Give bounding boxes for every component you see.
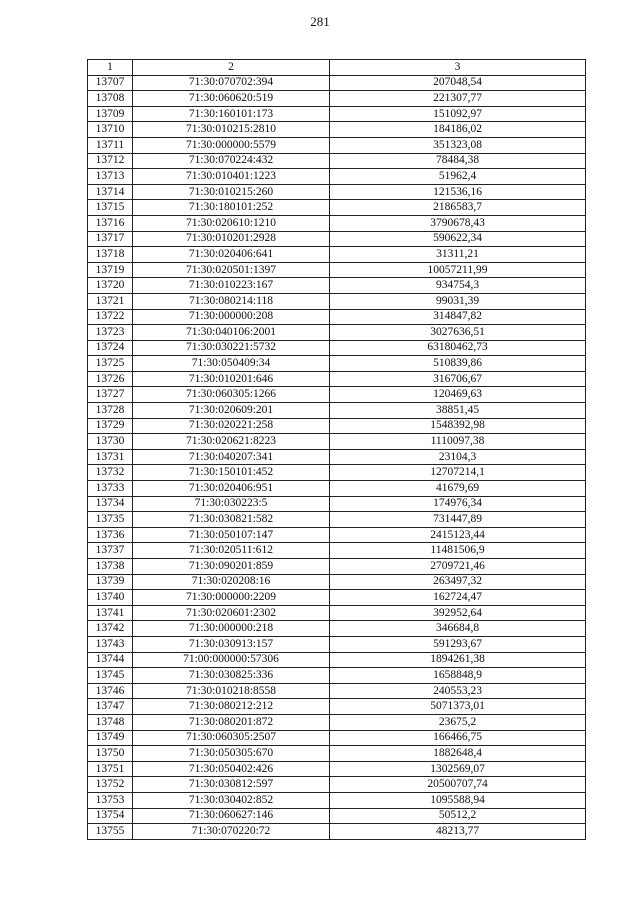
row-number-cell: 13716 [88, 215, 133, 231]
table-row [88, 636, 586, 652]
row-number-cell: 13708 [88, 91, 133, 107]
table-row [88, 668, 586, 684]
row-number-cell: 13755 [88, 824, 133, 840]
cadastral-number-cell: 71:30:020610:1210 [133, 215, 330, 231]
cadastral-number-cell: 71:30:000000:208 [133, 309, 330, 325]
table-row [88, 91, 586, 107]
table-row [88, 699, 586, 715]
row-number-cell: 13747 [88, 699, 133, 715]
value-cell: 120469,63 [330, 387, 586, 403]
row-number-cell: 13736 [88, 527, 133, 543]
row-number-cell: 13733 [88, 481, 133, 497]
table-row [88, 590, 586, 606]
value-cell: 5071373,01 [330, 699, 586, 715]
value-cell: 1302569,07 [330, 761, 586, 777]
value-cell: 1095588,94 [330, 792, 586, 808]
row-number-cell: 13754 [88, 808, 133, 824]
cadastral-number-cell: 71:30:020501:1397 [133, 262, 330, 278]
value-cell: 184186,02 [330, 122, 586, 138]
table-row [88, 605, 586, 621]
row-number-cell: 13751 [88, 761, 133, 777]
value-cell: 121536,16 [330, 184, 586, 200]
value-cell: 1110097,38 [330, 434, 586, 450]
cadastral-number-cell: 71:30:000000:218 [133, 621, 330, 637]
cadastral-number-cell: 71:30:080201:872 [133, 714, 330, 730]
cadastral-number-cell: 71:30:010201:646 [133, 371, 330, 387]
cadastral-number-cell: 71:30:030913:157 [133, 636, 330, 652]
row-number-cell: 13741 [88, 605, 133, 621]
value-cell: 41679,69 [330, 481, 586, 497]
row-number-cell: 13713 [88, 169, 133, 185]
value-cell: 221307,77 [330, 91, 586, 107]
cadastral-number-cell: 71:30:040207:341 [133, 449, 330, 465]
value-cell: 38851,45 [330, 403, 586, 419]
table-row [88, 527, 586, 543]
table-row [88, 559, 586, 575]
table-row [88, 792, 586, 808]
row-number-cell: 13748 [88, 714, 133, 730]
value-cell: 934754,3 [330, 278, 586, 294]
table-row [88, 184, 586, 200]
cadastral-number-cell: 71:30:090201:859 [133, 559, 330, 575]
cadastral-number-cell: 71:30:080212:212 [133, 699, 330, 715]
row-number-cell: 13728 [88, 403, 133, 419]
cadastral-number-cell: 71:30:030223:5 [133, 496, 330, 512]
row-number-cell: 13753 [88, 792, 133, 808]
cadastral-number-cell: 71:30:070224:432 [133, 153, 330, 169]
table-row [88, 325, 586, 341]
value-cell: 314847,82 [330, 309, 586, 325]
table-row [88, 449, 586, 465]
cadastral-number-cell: 71:30:040106:2001 [133, 325, 330, 341]
row-number-cell: 13742 [88, 621, 133, 637]
table-row [88, 465, 586, 481]
cadastral-number-cell: 71:30:010223:167 [133, 278, 330, 294]
value-cell: 3790678,43 [330, 215, 586, 231]
row-number-cell: 13721 [88, 293, 133, 309]
value-cell: 99031,39 [330, 293, 586, 309]
cadastral-number-cell: 71:30:050402:426 [133, 761, 330, 777]
cadastral-number-cell: 71:30:020609:201 [133, 403, 330, 419]
table-row [88, 293, 586, 309]
table-row [88, 652, 586, 668]
cadastral-number-cell: 71:30:070702:394 [133, 75, 330, 91]
row-number-cell: 13715 [88, 200, 133, 216]
table-row [88, 543, 586, 559]
value-cell: 23675,2 [330, 714, 586, 730]
cadastral-number-cell: 71:30:020621:8223 [133, 434, 330, 450]
value-cell: 166466,75 [330, 730, 586, 746]
value-cell: 1548392,98 [330, 418, 586, 434]
cadastral-number-cell: 71:30:020221:258 [133, 418, 330, 434]
row-number-cell: 13750 [88, 746, 133, 762]
cadastral-number-cell: 71:30:020406:951 [133, 481, 330, 497]
table-row [88, 746, 586, 762]
row-number-cell: 13720 [88, 278, 133, 294]
table-row [88, 153, 586, 169]
cadastral-number-cell: 71:30:030221:5732 [133, 340, 330, 356]
cadastral-number-cell: 71:30:010201:2928 [133, 231, 330, 247]
value-cell: 1894261,38 [330, 652, 586, 668]
table-row [88, 824, 586, 840]
row-number-cell: 13723 [88, 325, 133, 341]
table-row [88, 574, 586, 590]
cadastral-number-cell: 71:30:010215:260 [133, 184, 330, 200]
row-number-cell: 13724 [88, 340, 133, 356]
value-cell: 78484,38 [330, 153, 586, 169]
cadastral-number-cell: 71:30:030402:852 [133, 792, 330, 808]
row-number-cell: 13737 [88, 543, 133, 559]
value-cell: 1658848,9 [330, 668, 586, 684]
row-number-cell: 13752 [88, 777, 133, 793]
table-row [88, 356, 586, 372]
value-cell: 2186583,7 [330, 200, 586, 216]
column-header-1: 1 [88, 60, 133, 76]
cadastral-number-cell: 71:30:050107:147 [133, 527, 330, 543]
value-cell: 11481506,9 [330, 543, 586, 559]
cadastral-number-cell: 71:30:060620:519 [133, 91, 330, 107]
table-row [88, 621, 586, 637]
table-row [88, 75, 586, 91]
value-cell: 51962,4 [330, 169, 586, 185]
table-row [88, 808, 586, 824]
row-number-cell: 13731 [88, 449, 133, 465]
row-number-cell: 13726 [88, 371, 133, 387]
cadastral-number-cell: 71:30:150101:452 [133, 465, 330, 481]
table-row [88, 714, 586, 730]
cadastral-number-cell: 71:30:080214:118 [133, 293, 330, 309]
table-row [88, 262, 586, 278]
row-number-cell: 13714 [88, 184, 133, 200]
table-row [88, 278, 586, 294]
cadastral-number-cell: 71:30:060627:146 [133, 808, 330, 824]
cadastral-number-cell: 71:30:020601:2302 [133, 605, 330, 621]
value-cell: 351323,08 [330, 137, 586, 153]
value-cell: 48213,77 [330, 824, 586, 840]
row-number-cell: 13746 [88, 683, 133, 699]
value-cell: 151092,97 [330, 106, 586, 122]
row-number-cell: 13740 [88, 590, 133, 606]
table-row [88, 247, 586, 263]
table-row [88, 309, 586, 325]
table-row [88, 106, 586, 122]
value-cell: 2709721,46 [330, 559, 586, 575]
table-row [88, 403, 586, 419]
row-number-cell: 13730 [88, 434, 133, 450]
value-cell: 162724,47 [330, 590, 586, 606]
table-row [88, 418, 586, 434]
table-row [88, 730, 586, 746]
cadastral-number-cell: 71:30:030812:597 [133, 777, 330, 793]
row-number-cell: 13707 [88, 75, 133, 91]
value-cell: 50512,2 [330, 808, 586, 824]
row-number-cell: 13732 [88, 465, 133, 481]
value-cell: 1882648,4 [330, 746, 586, 762]
cadastral-number-cell: 71:30:010401:1223 [133, 169, 330, 185]
table-row [88, 215, 586, 231]
cadastral-number-cell: 71:30:030825:336 [133, 668, 330, 684]
value-cell: 20500707,74 [330, 777, 586, 793]
value-cell: 12707214,1 [330, 465, 586, 481]
row-number-cell: 13727 [88, 387, 133, 403]
cadastral-number-cell: 71:00:000000:57306 [133, 652, 330, 668]
value-cell: 392952,64 [330, 605, 586, 621]
cadastral-number-cell: 71:30:180101:252 [133, 200, 330, 216]
value-cell: 346684,8 [330, 621, 586, 637]
table-row [88, 481, 586, 497]
row-number-cell: 13717 [88, 231, 133, 247]
row-number-cell: 13719 [88, 262, 133, 278]
table-body [88, 75, 586, 839]
column-header-2: 2 [133, 60, 330, 76]
row-number-cell: 13712 [88, 153, 133, 169]
cadastral-number-cell: 71:30:050409:34 [133, 356, 330, 372]
table-header-row [88, 60, 586, 76]
row-number-cell: 13749 [88, 730, 133, 746]
row-number-cell: 13711 [88, 137, 133, 153]
value-cell: 174976,34 [330, 496, 586, 512]
value-cell: 240553,23 [330, 683, 586, 699]
row-number-cell: 13709 [88, 106, 133, 122]
value-cell: 510839,86 [330, 356, 586, 372]
value-cell: 63180462,73 [330, 340, 586, 356]
value-cell: 590622,34 [330, 231, 586, 247]
cadastral-number-cell: 71:30:020406:641 [133, 247, 330, 263]
cadastral-number-cell: 71:30:000000:2209 [133, 590, 330, 606]
table-row [88, 200, 586, 216]
table-row [88, 434, 586, 450]
cadastral-number-cell: 71:30:000000:5579 [133, 137, 330, 153]
row-number-cell: 13710 [88, 122, 133, 138]
row-number-cell: 13722 [88, 309, 133, 325]
row-number-cell: 13725 [88, 356, 133, 372]
column-header-3: 3 [330, 60, 586, 76]
cadastral-number-cell: 71:30:010218:8558 [133, 683, 330, 699]
table-row [88, 512, 586, 528]
table-row [88, 371, 586, 387]
table-row [88, 122, 586, 138]
table-row [88, 231, 586, 247]
table-row [88, 169, 586, 185]
cadastral-number-cell: 71:30:030821:582 [133, 512, 330, 528]
table-row [88, 340, 586, 356]
cadastral-number-cell: 71:30:010215:2810 [133, 122, 330, 138]
row-number-cell: 13744 [88, 652, 133, 668]
cadastral-number-cell: 71:30:020208:16 [133, 574, 330, 590]
table-row [88, 683, 586, 699]
row-number-cell: 13735 [88, 512, 133, 528]
row-number-cell: 13745 [88, 668, 133, 684]
data-table [87, 59, 586, 840]
page-number: 281 [310, 14, 330, 29]
value-cell: 10057211,99 [330, 262, 586, 278]
value-cell: 207048,54 [330, 75, 586, 91]
row-number-cell: 13743 [88, 636, 133, 652]
cadastral-number-cell: 71:30:050305:670 [133, 746, 330, 762]
table-row [88, 137, 586, 153]
table-row [88, 387, 586, 403]
cadastral-number-cell: 71:30:160101:173 [133, 106, 330, 122]
row-number-cell: 13734 [88, 496, 133, 512]
row-number-cell: 13739 [88, 574, 133, 590]
value-cell: 31311,21 [330, 247, 586, 263]
value-cell: 263497,32 [330, 574, 586, 590]
table-row [88, 496, 586, 512]
table-row [88, 777, 586, 793]
value-cell: 3027636,51 [330, 325, 586, 341]
value-cell: 591293,67 [330, 636, 586, 652]
row-number-cell: 13738 [88, 559, 133, 575]
value-cell: 316706,67 [330, 371, 586, 387]
value-cell: 731447,89 [330, 512, 586, 528]
cadastral-number-cell: 71:30:060305:1266 [133, 387, 330, 403]
cadastral-number-cell: 71:30:060305:2507 [133, 730, 330, 746]
cadastral-number-cell: 71:30:020511:612 [133, 543, 330, 559]
row-number-cell: 13729 [88, 418, 133, 434]
table-row [88, 761, 586, 777]
value-cell: 2415123,44 [330, 527, 586, 543]
cadastral-number-cell: 71:30:070220:72 [133, 824, 330, 840]
value-cell: 23104,3 [330, 449, 586, 465]
row-number-cell: 13718 [88, 247, 133, 263]
